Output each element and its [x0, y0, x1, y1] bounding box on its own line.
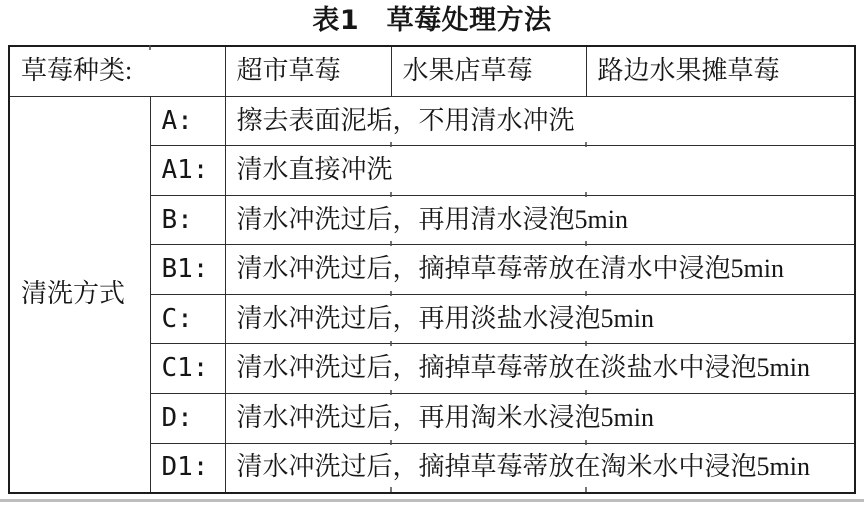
grid-tick-artifact	[390, 341, 392, 346]
grid-tick-artifact	[585, 142, 587, 147]
method-description: 清水冲洗过后，再用淡盐水浸泡5min	[225, 294, 855, 344]
grid-tick-artifact	[390, 390, 392, 395]
method-code: D:	[150, 394, 225, 444]
grid-tick-artifact	[585, 241, 587, 246]
grid-tick-artifact	[585, 341, 587, 346]
method-code: C:	[150, 294, 225, 344]
table-caption: 表1 草莓处理方法	[312, 5, 552, 36]
method-description: 擦去表面泥垢，不用清水冲洗	[225, 96, 855, 146]
grid-tick-artifact	[585, 192, 587, 197]
grid-tick-artifact	[585, 440, 587, 445]
grid-tick-artifact	[149, 45, 151, 50]
species-col-fruit-shop: 水果店草莓	[391, 46, 586, 96]
method-description: 清水冲洗过后，再用清水浸泡5min	[225, 195, 855, 245]
method-description: 清水冲洗过后，摘掉草莓蒂放在清水中浸泡5min	[225, 245, 855, 295]
grid-tick-artifact	[390, 192, 392, 197]
grid-tick-artifact	[585, 390, 587, 395]
treatment-table	[8, 45, 856, 494]
method-description: 清水直接冲洗	[225, 146, 855, 196]
method-code: B1:	[150, 245, 225, 295]
method-description: 清水冲洗过后，摘掉草莓蒂放在淘米水中浸泡5min	[225, 443, 855, 493]
method-code: D1:	[150, 443, 225, 493]
method-description: 清水冲洗过后，再用淘米水浸泡5min	[225, 394, 855, 444]
grid-tick-artifact	[390, 241, 392, 246]
wash-method-label-cell: 清洗方式	[9, 96, 150, 493]
species-label-cell: 草莓种类:	[9, 46, 225, 96]
method-code: B:	[150, 195, 225, 245]
grid-tick-artifact	[585, 291, 587, 296]
grid-tick-artifact	[390, 440, 392, 445]
method-code: C1:	[150, 344, 225, 394]
grid-tick-artifact	[390, 142, 392, 147]
table-row	[9, 96, 855, 146]
species-col-supermarket: 超市草莓	[225, 46, 391, 96]
table-row	[9, 46, 855, 96]
method-code: A:	[150, 96, 225, 146]
treatment-table-wrap	[8, 45, 854, 492]
species-col-roadside-stall: 路边水果摊草莓	[586, 46, 855, 96]
grid-tick-artifact	[390, 291, 392, 296]
method-code: A1:	[150, 146, 225, 196]
grid-tick-artifact	[585, 487, 587, 492]
grid-tick-artifact	[390, 487, 392, 492]
method-description: 清水冲洗过后，摘掉草莓蒂放在淡盐水中浸泡5min	[225, 344, 855, 394]
page-bottom-rule	[0, 499, 864, 502]
